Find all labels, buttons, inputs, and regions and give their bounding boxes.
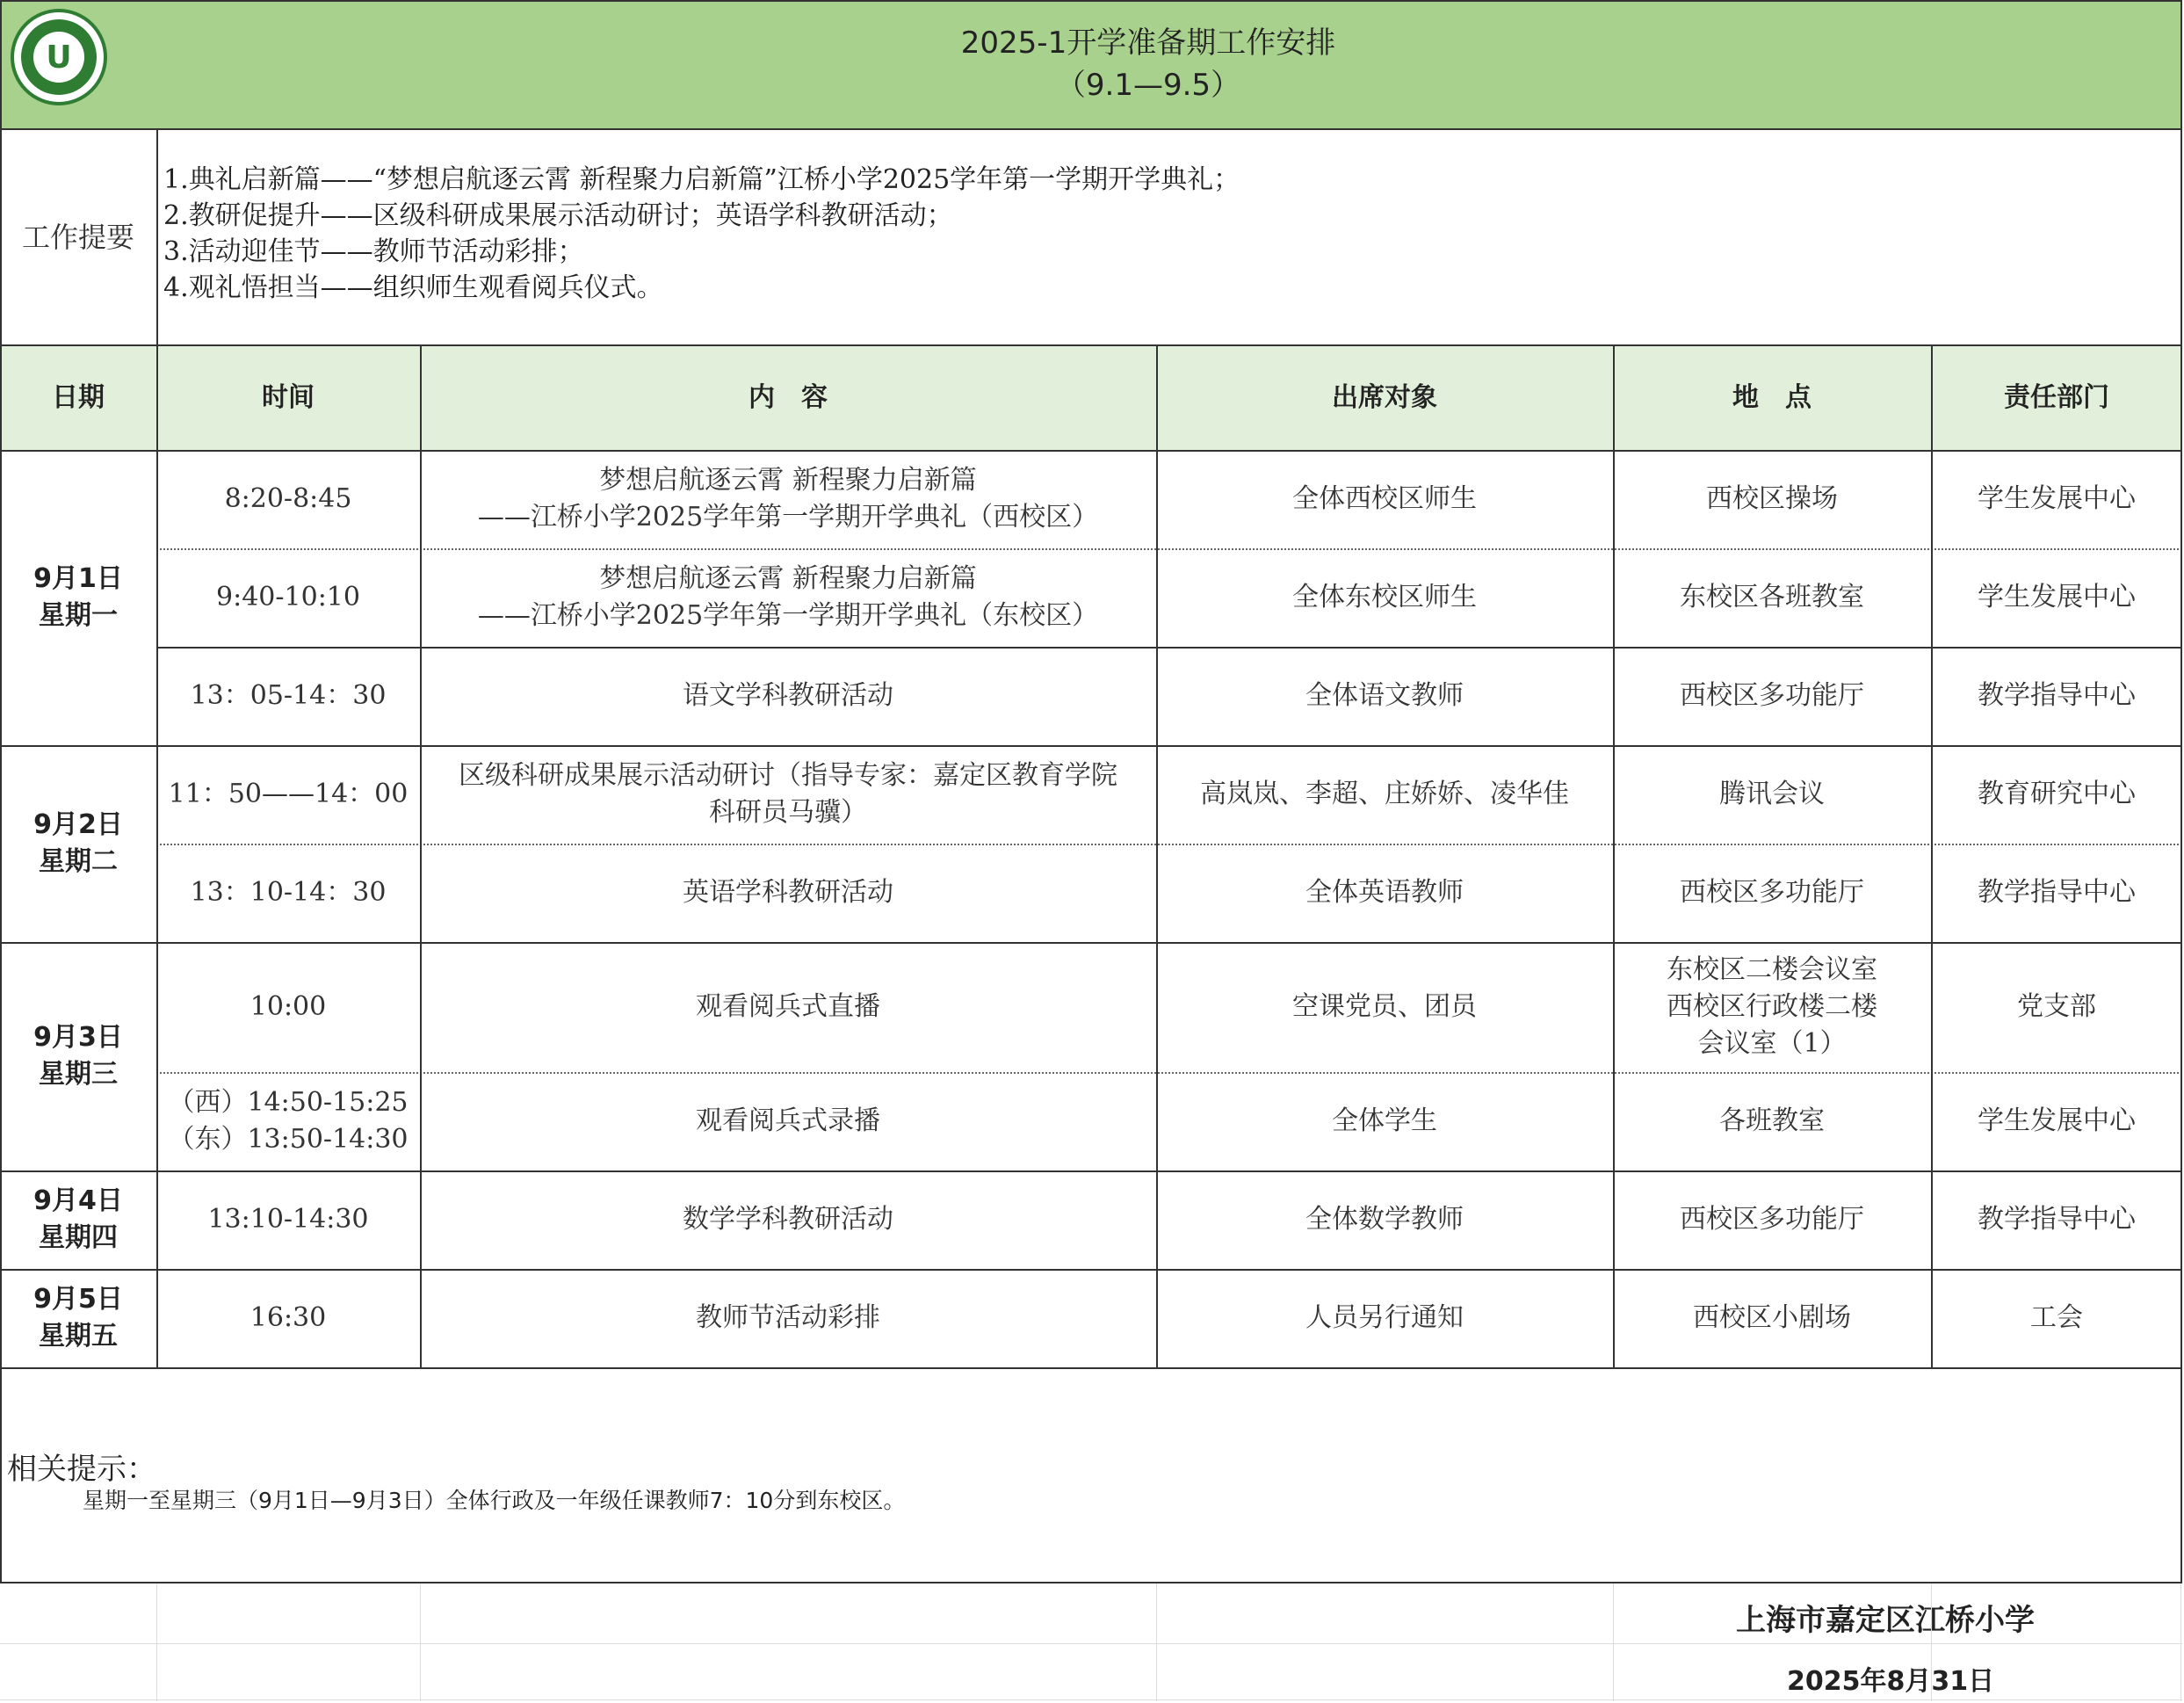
summary-item: 2.教研促提升——区级科研成果展示活动研讨；英语学科教研活动； [163, 200, 953, 231]
footer-school-name: 上海市嘉定区江桥小学 [1736, 1603, 2035, 1638]
attendees-text: 高岚岚、李超、庄娇娇、凌华佳 [1200, 779, 1569, 809]
content-line: 梦想启航逐云霄 新程聚力启新篇 [599, 563, 977, 594]
page-subtitle: （9.1—9.5） [1055, 68, 1241, 103]
gridline [0, 1699, 2182, 1700]
gridline [420, 1583, 421, 1701]
location-line: 会议室（1） [1697, 1028, 1847, 1059]
location-line: 西校区小剧场 [1693, 1302, 1851, 1333]
page-title: 2025-1开学准备期工作安排 [960, 25, 1336, 61]
day-weekday: 星期三 [39, 1059, 118, 1090]
content-cell [420, 745, 1156, 844]
time-text: 13:10-14:30 [207, 1204, 369, 1235]
attendees-text: 全体东校区师生 [1292, 582, 1477, 612]
content-line: 语文学科教研活动 [683, 680, 893, 711]
attendees-cell [1156, 1072, 1613, 1170]
summary-item: 3.活动迎佳节——教师节活动彩排； [163, 236, 584, 267]
day-weekday: 星期五 [39, 1321, 118, 1352]
content-cell [420, 1072, 1156, 1170]
rule [156, 647, 2182, 649]
summary-list [163, 162, 1240, 306]
content-cell [420, 450, 1156, 548]
attendees-text: 空课党员、团员 [1292, 991, 1477, 1022]
attendees-text: 全体英语教师 [1305, 877, 1464, 908]
department-text: 教学指导中心 [1978, 877, 2136, 908]
rule [0, 745, 2182, 747]
time-cell [156, 745, 420, 844]
day-cell [0, 450, 156, 745]
rule-dotted [156, 548, 2182, 550]
day-date: 9月3日 [33, 1022, 123, 1053]
footer-date: 2025年8月31日 [1787, 1666, 1995, 1697]
attendees-text: 人员另行通知 [1305, 1302, 1464, 1333]
rule [2180, 0, 2182, 1583]
rule [0, 1582, 2182, 1583]
attendees-cell [1156, 647, 1613, 745]
gridline [2180, 1583, 2181, 1701]
location-cell [1613, 942, 1931, 1072]
time-text: （西）14:50-15:25 [168, 1087, 409, 1118]
content-line: ——江桥小学2025学年第一学期开学典礼（东校区） [477, 600, 1099, 631]
attendees-cell [1156, 1269, 1613, 1367]
day-cell [0, 1170, 156, 1269]
attendees-text: 全体学生 [1332, 1105, 1437, 1136]
gridline [156, 1583, 157, 1701]
rule [1931, 344, 1933, 1367]
rule [0, 128, 2182, 130]
attendees-cell [1156, 745, 1613, 844]
department-text: 教学指导中心 [1978, 680, 2136, 711]
column-header-attendees: 出席对象 [1332, 381, 1437, 413]
content-cell [420, 1269, 1156, 1367]
day-cell [0, 942, 156, 1170]
department-text: 学生发展中心 [1978, 582, 2136, 612]
attendees-text: 全体语文教师 [1305, 680, 1464, 711]
day-cell [0, 1269, 156, 1367]
rule-dotted [156, 1072, 2182, 1074]
gridline [1931, 1583, 1932, 1701]
location-line: 东校区二楼会议室 [1667, 954, 1877, 985]
location-cell [1613, 548, 1931, 647]
location-cell [1613, 1269, 1931, 1367]
content-cell [420, 647, 1156, 745]
department-cell [1931, 942, 2182, 1072]
rule [156, 128, 158, 1367]
rule [420, 344, 422, 1367]
department-cell [1931, 1170, 2182, 1269]
location-cell [1613, 450, 1931, 548]
department-cell [1931, 844, 2182, 942]
location-cell [1613, 1170, 1931, 1269]
time-cell [156, 1170, 420, 1269]
attendees-cell [1156, 844, 1613, 942]
day-weekday: 星期一 [39, 600, 118, 631]
time-cell [156, 942, 420, 1072]
department-text: 教学指导中心 [1978, 1204, 2136, 1235]
column-header-content: 内 容 [748, 381, 828, 413]
time-cell [156, 548, 420, 647]
department-cell [1931, 745, 2182, 844]
department-cell [1931, 647, 2182, 745]
content-line: 观看阅兵式录播 [696, 1105, 880, 1136]
day-date: 9月5日 [33, 1284, 123, 1315]
day-date: 9月2日 [33, 809, 123, 840]
content-cell [420, 548, 1156, 647]
department-cell [1931, 548, 2182, 647]
summary-item: 1.典礼启新篇——“梦想启航逐云霄 新程聚力启新篇”江桥小学2025学年第一学期开学典礼； [163, 164, 1240, 195]
content-line: 科研员马骥） [709, 797, 867, 828]
rule [1613, 344, 1615, 1367]
content-line: 教师节活动彩排 [696, 1302, 880, 1333]
location-line: 腾讯会议 [1719, 779, 1825, 809]
column-header-date: 日期 [52, 381, 105, 413]
gridline [1156, 1583, 1157, 1701]
time-text: 16:30 [249, 1302, 327, 1333]
rule [0, 942, 2182, 944]
day-date: 9月4日 [33, 1185, 123, 1216]
column-header-location: 地 点 [1732, 381, 1812, 413]
column-header-time: 时间 [262, 381, 315, 413]
rule [0, 344, 2182, 346]
time-text: 11：50——14：00 [168, 779, 409, 809]
page-title-block [114, 0, 2182, 128]
content-line: 数学学科教研活动 [683, 1204, 893, 1235]
location-line: 西校区多功能厅 [1680, 877, 1864, 908]
department-text: 学生发展中心 [1978, 1105, 2136, 1136]
time-text: 10:00 [249, 991, 327, 1022]
school-emblem-icon: U [11, 9, 107, 105]
time-text: 13：10-14：30 [190, 877, 387, 908]
attendees-text: 全体数学教师 [1305, 1204, 1464, 1235]
location-line: 西校区操场 [1706, 483, 1838, 514]
content-cell [420, 844, 1156, 942]
time-cell [156, 1269, 420, 1367]
attendees-cell [1156, 942, 1613, 1072]
summary-item: 4.观礼悟担当——组织师生观看阅兵仪式。 [163, 272, 663, 303]
location-cell [1613, 745, 1931, 844]
rule [1156, 344, 1158, 1367]
notes-title: 相关提示： [7, 1452, 156, 1487]
day-date: 9月1日 [33, 563, 123, 594]
content-line: 观看阅兵式直播 [696, 991, 880, 1022]
rule [0, 1367, 2182, 1369]
gridline [1613, 1583, 1614, 1701]
time-text: 8:20-8:45 [224, 483, 352, 514]
time-text: 13：05-14：30 [190, 680, 387, 711]
location-line: 西校区多功能厅 [1680, 680, 1864, 711]
rule [0, 450, 2182, 452]
location-line: 西校区多功能厅 [1680, 1204, 1864, 1235]
time-cell [156, 647, 420, 745]
day-weekday: 星期二 [39, 846, 118, 877]
content-cell [420, 942, 1156, 1072]
department-text: 党支部 [2017, 991, 2096, 1022]
gridline [0, 1643, 2182, 1644]
rule [0, 0, 2182, 2]
department-cell [1931, 1072, 2182, 1170]
rule [0, 1170, 2182, 1172]
summary-label: 工作提要 [21, 221, 134, 254]
location-line: 各班教室 [1719, 1105, 1825, 1136]
day-cell [0, 745, 156, 942]
department-cell [1931, 450, 2182, 548]
location-cell [1613, 844, 1931, 942]
time-text: （东）13:50-14:30 [168, 1124, 409, 1155]
content-line: 英语学科教研活动 [683, 877, 893, 908]
time-cell [156, 1072, 420, 1170]
location-cell [1613, 647, 1931, 745]
time-cell [156, 450, 420, 548]
rule [0, 1269, 2182, 1271]
notes-text: 星期一至星期三（9月1日—9月3日）全体行政及一年级任课教师7：10分到东校区。 [83, 1488, 906, 1513]
day-weekday: 星期四 [39, 1222, 118, 1253]
content-line: ——江桥小学2025学年第一学期开学典礼（西校区） [477, 502, 1099, 533]
attendees-cell [1156, 548, 1613, 647]
time-cell [156, 844, 420, 942]
rule-dotted [156, 844, 2182, 845]
content-line: 梦想启航逐云霄 新程聚力启新篇 [599, 465, 977, 496]
time-text: 9:40-10:10 [216, 582, 360, 612]
department-cell [1931, 1269, 2182, 1367]
department-text: 教育研究中心 [1978, 779, 2136, 809]
attendees-cell [1156, 1170, 1613, 1269]
content-cell [420, 1170, 1156, 1269]
department-text: 工会 [2030, 1302, 2083, 1333]
location-line: 西校区行政楼二楼 [1667, 991, 1877, 1022]
attendees-text: 全体西校区师生 [1292, 483, 1477, 514]
location-line: 东校区各班教室 [1680, 582, 1864, 612]
column-header-department: 责任部门 [2004, 381, 2109, 413]
rule [0, 0, 2, 1583]
content-line: 区级科研成果展示活动研讨（指导专家：嘉定区教育学院 [459, 760, 1117, 791]
location-cell [1613, 1072, 1931, 1170]
department-text: 学生发展中心 [1978, 483, 2136, 514]
attendees-cell [1156, 450, 1613, 548]
